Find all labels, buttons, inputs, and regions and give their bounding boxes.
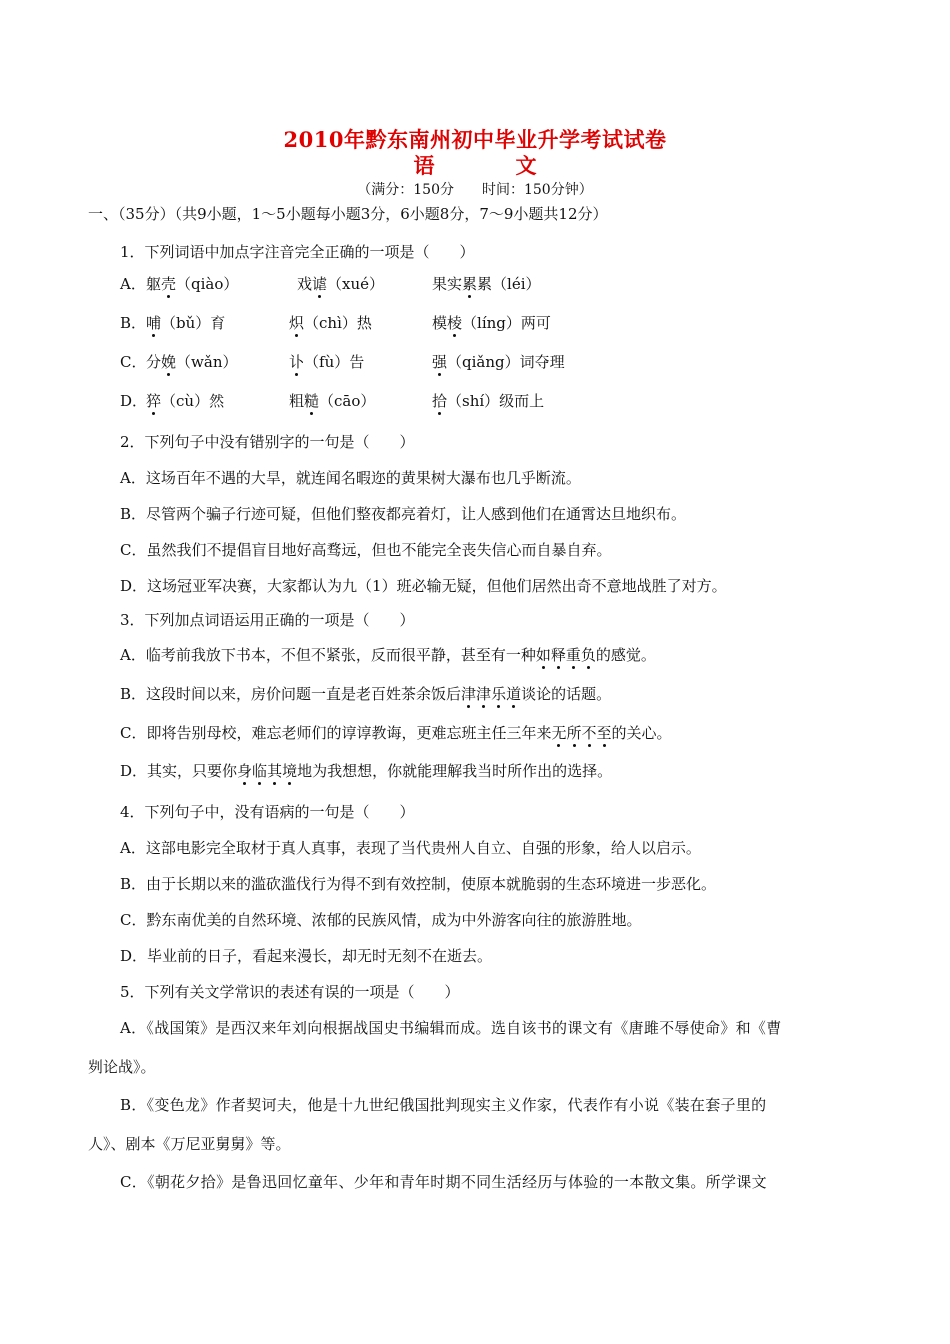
dotted-char: 糙 xyxy=(304,392,320,410)
option-word xyxy=(432,390,544,411)
option-word xyxy=(289,351,364,372)
dotted-char: 娩 xyxy=(161,353,177,371)
option-text: 的感觉。 xyxy=(595,646,656,664)
question-3-stem: 3．下列加点词语运用正确的一项是（ ） xyxy=(120,611,415,629)
dotted-char: 所 xyxy=(566,724,582,742)
dotted-char: 负 xyxy=(580,646,596,664)
dotted-char: 无 xyxy=(551,724,567,742)
question-3-option-c xyxy=(120,722,672,743)
question-5-stem: 5．下列有关文学常识的表述有误的一项是（ ） xyxy=(120,983,460,1001)
dotted-phrase xyxy=(237,762,297,780)
word-text: 果实 xyxy=(432,275,463,293)
dotted-char: 身 xyxy=(237,762,253,780)
question-2-option-d: D．这场冠亚军决赛，大家都认为九（1）班必输无疑，但他们居然出奇不意地战胜了对方。 xyxy=(120,577,727,595)
word-text: 粗 xyxy=(289,392,305,410)
question-4-option-b: B．由于长期以来的滥砍滥伐行为得不到有效控制，使原本就脆弱的生态环境进一步恶化。 xyxy=(120,875,717,893)
option-word xyxy=(432,273,541,294)
word-text: 累（léi） xyxy=(477,275,541,293)
question-3-option-b xyxy=(120,683,611,704)
dotted-char: 棱 xyxy=(447,314,463,332)
word-text: 躯 xyxy=(146,275,162,293)
dotted-char: 乐 xyxy=(491,685,507,703)
dotted-char: 道 xyxy=(506,685,522,703)
option-word xyxy=(289,312,372,333)
question-2-stem: 2．下列句子中没有错别字的一句是（ ） xyxy=(120,433,415,451)
option-text: A．临考前我放下书本，不但不紧张，反而很平静，甚至有一种 xyxy=(120,646,536,664)
question-4-option-c: C．黔东南优美的自然环境、浓郁的民族风情，成为中外游客向往的旅游胜地。 xyxy=(120,911,642,929)
word-text: 戏 xyxy=(297,275,313,293)
dotted-phrase xyxy=(551,724,611,742)
option-text: D．其实，只要你 xyxy=(120,762,238,780)
dotted-char: 炽 xyxy=(289,314,305,332)
word-text: （fù）告 xyxy=(304,353,365,371)
dotted-char: 其 xyxy=(267,762,283,780)
option-word xyxy=(146,312,225,333)
option-label: D． xyxy=(120,392,148,410)
question-5-option-b: B．《变色龙》作者契诃夫，他是十九世纪俄国批判现实主义作家，代表作有小说《装在套子里的 xyxy=(120,1096,767,1114)
option-label: C． xyxy=(120,353,147,371)
option-label: B． xyxy=(120,314,147,332)
dotted-char: 拾 xyxy=(432,392,448,410)
question-2-option-a: A．这场百年不遇的大旱，就连闻名暇迩的黄果树大瀑布也几乎断流。 xyxy=(120,469,581,487)
option-text: C．即将告别母校，难忘老师们的谆谆教诲，更难忘班主任三年来 xyxy=(120,724,552,742)
section-heading: 一、（35分）（共9小题，1～5小题每小题3分，6小题8分，7～9小题共12分） xyxy=(88,205,608,223)
question-4-option-d: D．毕业前的日子，看起来漫长，却无时无刻不在逝去。 xyxy=(120,947,493,965)
word-text: （chì）热 xyxy=(304,314,372,332)
question-5-option-c: C．《朝花夕拾》是鲁迅回忆童年、少年和青年时期不同生活经历与体验的一本散文集。所学课文 xyxy=(120,1173,767,1191)
dotted-char: 境 xyxy=(282,762,298,780)
option-word xyxy=(146,273,238,294)
option-word xyxy=(146,390,224,411)
word-text: （cāo） xyxy=(319,392,376,410)
word-text: （bǔ）育 xyxy=(161,314,226,332)
question-4-option-a: A．这部电影完全取材于真人真事，表现了当代贵州人自立、自强的形象，给人以启示。 xyxy=(120,839,701,857)
dotted-char: 壳 xyxy=(161,275,177,293)
word-text: 模 xyxy=(432,314,448,332)
dotted-char: 临 xyxy=(252,762,268,780)
dotted-phrase xyxy=(536,646,596,664)
question-3-option-d xyxy=(120,760,612,781)
option-text: 谈论的话题。 xyxy=(521,685,612,703)
option-word xyxy=(289,390,375,411)
word-text: （qiǎng）词夺理 xyxy=(447,353,565,371)
word-text: （wǎn） xyxy=(176,353,238,371)
question-4-stem: 4．下列句子中，没有语病的一句是（ ） xyxy=(120,803,415,821)
word-text: 分 xyxy=(146,353,162,371)
option-word xyxy=(432,351,565,372)
option-word xyxy=(297,273,384,294)
word-text: （cù）然 xyxy=(161,392,225,410)
dotted-phrase xyxy=(461,685,521,703)
dotted-char: 强 xyxy=(432,353,448,371)
word-text: （líng）两可 xyxy=(462,314,551,332)
question-1-stem: 1．下列词语中加点字注音完全正确的一项是（ ） xyxy=(120,243,475,261)
subject-title: 语 文 xyxy=(413,153,567,178)
word-text: （shí）级而上 xyxy=(447,392,545,410)
question-2-option-b: B．尽管两个骗子行迹可疑，但他们整夜都亮着灯，让人感到他们在通霄达旦地织布。 xyxy=(120,505,687,523)
dotted-char: 讣 xyxy=(289,353,305,371)
dotted-char: 释 xyxy=(550,646,566,664)
option-word xyxy=(146,351,237,372)
word-text: （qiào） xyxy=(176,275,239,293)
dotted-char: 津 xyxy=(461,685,477,703)
option-text: 的关心。 xyxy=(611,724,672,742)
question-5-option-a-cont: 刿论战》。 xyxy=(88,1058,156,1076)
dotted-char: 猝 xyxy=(146,392,162,410)
dotted-char: 如 xyxy=(535,646,551,664)
dotted-char: 累 xyxy=(462,275,478,293)
option-word xyxy=(432,312,551,333)
dotted-char: 至 xyxy=(596,724,612,742)
dotted-char: 不 xyxy=(581,724,597,742)
dotted-char: 谑 xyxy=(312,275,328,293)
question-5-option-b-cont: 人》、剧本《万尼亚舅舅》等。 xyxy=(88,1135,291,1153)
option-text: 地为我想想，你就能理解我当时所作出的选择。 xyxy=(297,762,613,780)
dotted-char: 重 xyxy=(565,646,581,664)
exam-meta: （满分：150分 时间：150分钟） xyxy=(357,182,593,198)
dotted-char: 津 xyxy=(476,685,492,703)
question-5-option-a: A．《战国策》是西汉来年刘向根据战国史书编辑而成。选自该书的课文有《唐雎不辱使命》和《曹 xyxy=(120,1019,782,1037)
exam-title: 2010年黔东南州初中毕业升学考试试卷 xyxy=(283,127,667,152)
dotted-char: 哺 xyxy=(146,314,162,332)
option-text: B．这段时间以来，房价问题一直是老百姓茶余饭后 xyxy=(120,685,462,703)
question-2-option-c: C．虽然我们不提倡盲目地好高骛远，但也不能完全丧失信心而自暴自弃。 xyxy=(120,541,612,559)
option-label: A． xyxy=(120,275,146,293)
question-3-option-a xyxy=(120,644,656,665)
word-text: （xué） xyxy=(327,275,385,293)
